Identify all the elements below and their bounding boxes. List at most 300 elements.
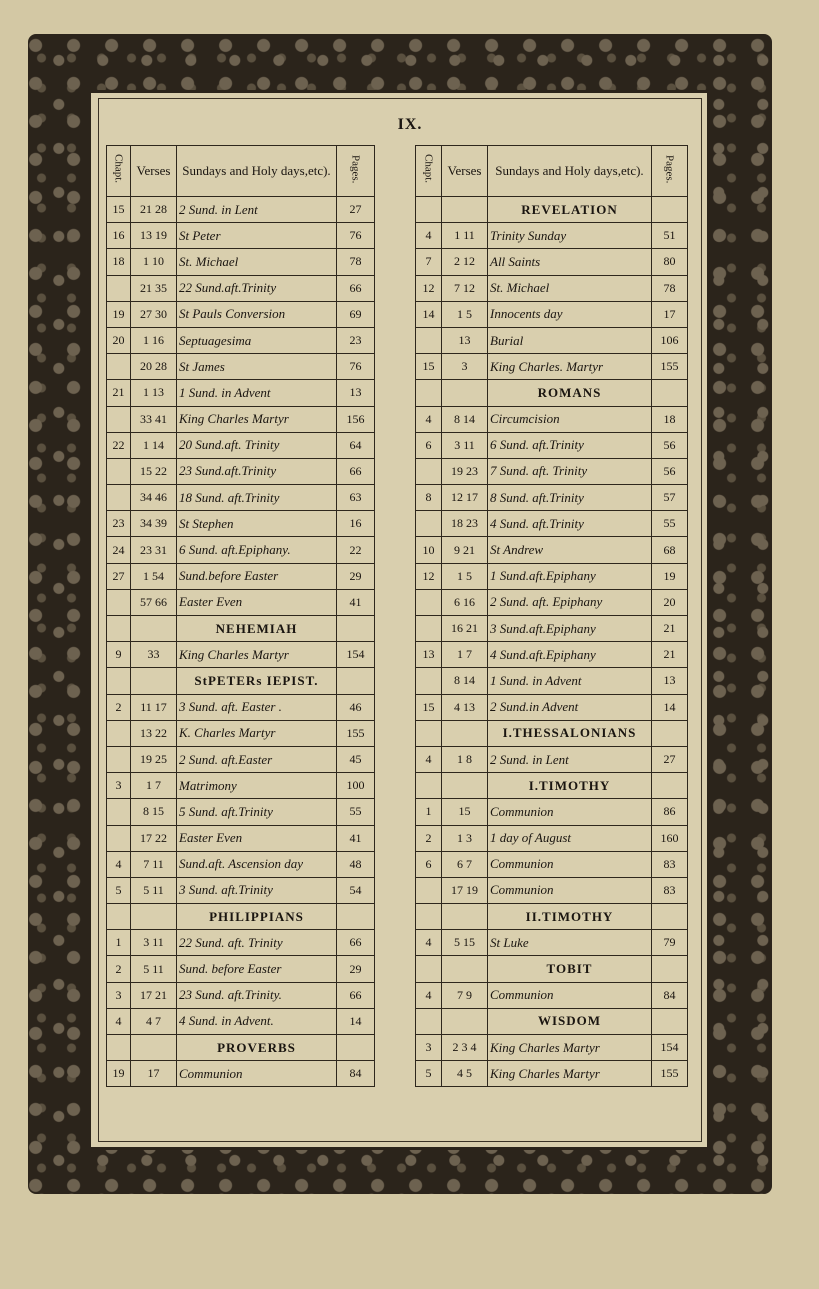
page-cell: 66 [337,982,375,1008]
day-cell: Innocents day [488,301,652,327]
page-cell: 20 [652,589,688,615]
chapter-cell: 2 [416,825,442,851]
page-cell: 57 [652,485,688,511]
page-cell: 54 [337,877,375,903]
page-cell: 22 [337,537,375,563]
verses-cell: 33 [131,642,177,668]
page-cell: 56 [652,458,688,484]
chapter-cell [107,720,131,746]
day-cell: King Charles Martyr [488,1061,652,1087]
empty-cell [652,380,688,406]
day-cell: Burial [488,327,652,353]
chapter-cell: 9 [107,642,131,668]
day-cell: 1 Sund. in Advent [488,668,652,694]
empty-cell [442,380,488,406]
table-row [107,694,375,720]
book-title: PHILIPPIANS [177,904,337,930]
table-row [416,432,688,458]
day-cell: 2 Sund. in Lent [488,746,652,772]
verses-cell: 57 66 [131,589,177,615]
empty-cell [416,380,442,406]
verses-cell: 1 54 [131,563,177,589]
table-row [416,511,688,537]
table-row [107,642,375,668]
chapter-cell: 19 [107,1061,131,1087]
empty-cell [107,616,131,642]
table-row [416,485,688,511]
chapter-cell: 22 [107,432,131,458]
table-row [107,982,375,1008]
empty-cell [652,904,688,930]
verses-cell: 34 39 [131,511,177,537]
chapter-cell: 4 [416,982,442,1008]
chapter-cell: 3 [107,982,131,1008]
table-row [107,537,375,563]
day-cell: Trinity Sunday [488,223,652,249]
empty-cell [442,720,488,746]
empty-cell [442,773,488,799]
chapter-cell: 7 [416,249,442,275]
day-cell: Circumcision [488,406,652,432]
verses-cell: 17 21 [131,982,177,1008]
book-heading-row [416,904,688,930]
page-cell: 14 [337,1008,375,1034]
verses-cell: 6 7 [442,851,488,877]
page-cell: 160 [652,825,688,851]
verses-cell: 1 5 [442,301,488,327]
day-cell: Communion [488,877,652,903]
verses-cell: 34 46 [131,485,177,511]
verses-cell: 3 11 [442,432,488,458]
header-pages: Pages. [652,146,688,197]
book-title: I.THESSALONIANS [488,720,652,746]
page-cell: 29 [337,956,375,982]
table-row [107,301,375,327]
day-cell: 4 Sund. aft.Trinity [488,511,652,537]
page-cell: 63 [337,485,375,511]
day-cell: 22 Sund.aft.Trinity [177,275,337,301]
verses-cell: 5 11 [131,877,177,903]
verses-cell: 13 22 [131,720,177,746]
verses-cell: 8 14 [442,406,488,432]
chapter-cell: 23 [107,511,131,537]
chapter-cell [416,668,442,694]
day-cell: 8 Sund. aft.Trinity [488,485,652,511]
table-row [416,354,688,380]
day-cell: K. Charles Martyr [177,720,337,746]
page-cell: 23 [337,327,375,353]
chapter-cell: 6 [416,432,442,458]
chapter-cell: 27 [107,563,131,589]
chapter-cell: 19 [107,301,131,327]
day-cell: 7 Sund. aft. Trinity [488,458,652,484]
book-title: StPETERs IEPIST. [177,668,337,694]
page-cell: 155 [652,1061,688,1087]
day-cell: King Charles Martyr [177,406,337,432]
verses-cell: 4 7 [131,1008,177,1034]
header-chapt: Chapt. [416,146,442,197]
day-cell: King Charles Martyr [177,642,337,668]
verses-cell: 1 7 [442,642,488,668]
page-cell: 13 [337,380,375,406]
chapter-cell: 1 [107,930,131,956]
verses-cell: 19 25 [131,746,177,772]
empty-cell [442,904,488,930]
chapter-cell [416,589,442,615]
header-sundays: Sundays and Holy days,etc). [177,146,337,197]
table-row [107,720,375,746]
chapter-cell [416,458,442,484]
book-heading-row [416,1008,688,1034]
table-row [107,511,375,537]
day-cell: 23 Sund. aft.Trinity. [177,982,337,1008]
chapter-cell: 16 [107,223,131,249]
book-title: WISDOM [488,1008,652,1034]
table-row [416,877,688,903]
table-row [107,773,375,799]
page-cell: 83 [652,877,688,903]
table-row [416,694,688,720]
table-row [107,406,375,432]
page-cell: 83 [652,851,688,877]
day-cell: 2 Sund. aft. Epiphany [488,589,652,615]
right-table [415,145,688,1087]
chapter-cell [107,275,131,301]
left-table [106,145,375,1087]
chapter-cell: 3 [416,1035,442,1061]
day-cell: St Peter [177,223,337,249]
table-row [416,589,688,615]
empty-cell [337,1035,375,1061]
table-row [107,380,375,406]
day-cell: 2 Sund. aft.Easter [177,746,337,772]
empty-cell [337,904,375,930]
verses-cell: 13 19 [131,223,177,249]
chapter-cell: 4 [416,406,442,432]
table-row [416,406,688,432]
day-cell: 23 Sund.aft.Trinity [177,458,337,484]
table-row [416,1061,688,1087]
day-cell: 22 Sund. aft. Trinity [177,930,337,956]
table-row [416,746,688,772]
empty-cell [416,904,442,930]
chapter-cell: 4 [416,223,442,249]
chapter-cell: 12 [416,275,442,301]
chapter-cell [107,354,131,380]
table-row [107,799,375,825]
table-row [416,851,688,877]
table-row [107,1008,375,1034]
day-cell: Communion [488,799,652,825]
chapter-cell [416,877,442,903]
day-cell: 1 Sund. in Advent [177,380,337,406]
empty-cell [337,616,375,642]
empty-cell [652,1008,688,1034]
day-cell: Matrimony [177,773,337,799]
chapter-cell: 13 [416,642,442,668]
verses-cell: 18 23 [442,511,488,537]
page-cell: 100 [337,773,375,799]
chapter-cell: 18 [107,249,131,275]
chapter-cell: 5 [107,877,131,903]
header-sundays: Sundays and Holy days,etc). [488,146,652,197]
table-row [416,642,688,668]
table-row [107,485,375,511]
chapter-cell: 14 [416,301,442,327]
page-cell: 106 [652,327,688,353]
day-cell: Sund.before Easter [177,563,337,589]
empty-cell [131,1035,177,1061]
verses-cell: 8 14 [442,668,488,694]
verses-cell: 6 16 [442,589,488,615]
page-cell: 68 [652,537,688,563]
page-number: IX. [397,116,423,133]
day-cell: St Pauls Conversion [177,301,337,327]
empty-cell [107,1035,131,1061]
day-cell: Communion [488,851,652,877]
day-cell: Sund.aft. Ascension day [177,851,337,877]
verses-cell: 17 22 [131,825,177,851]
chapter-cell: 4 [416,746,442,772]
empty-cell [416,1008,442,1034]
page-cell: 76 [337,223,375,249]
book-heading-row [416,956,688,982]
verses-cell: 33 41 [131,406,177,432]
page-cell: 76 [337,354,375,380]
book-title: I.TIMOTHY [488,773,652,799]
book-heading-row [416,720,688,746]
page-cell: 21 [652,616,688,642]
page-cell: 80 [652,249,688,275]
table-row [416,930,688,956]
page-cell: 66 [337,458,375,484]
page-cell: 78 [652,275,688,301]
chapter-cell [107,799,131,825]
day-cell: 2 Sund.in Advent [488,694,652,720]
verses-cell: 12 17 [442,485,488,511]
verses-cell: 1 16 [131,327,177,353]
chapter-cell: 1 [416,799,442,825]
table-row [416,825,688,851]
chapter-cell: 8 [416,485,442,511]
chapter-cell: 15 [416,354,442,380]
page-cell: 66 [337,275,375,301]
verses-cell: 21 28 [131,197,177,223]
empty-cell [416,773,442,799]
book-heading-row [107,904,375,930]
day-cell: Communion [177,1061,337,1087]
day-cell: St Stephen [177,511,337,537]
page-cell: 41 [337,589,375,615]
book-heading-row [416,380,688,406]
page-cell: 48 [337,851,375,877]
table-row [107,458,375,484]
table-row [107,589,375,615]
day-cell: Easter Even [177,589,337,615]
verses-cell: 1 10 [131,249,177,275]
verses-cell: 1 14 [131,432,177,458]
page-cell: 86 [652,799,688,825]
page-cell: 156 [337,406,375,432]
table-row [416,982,688,1008]
chapter-cell: 15 [416,694,442,720]
chapter-cell: 12 [416,563,442,589]
page-cell: 18 [652,406,688,432]
header-verses: Verses [442,146,488,197]
day-cell: Communion [488,982,652,1008]
empty-cell [131,616,177,642]
chapter-cell: 5 [416,1061,442,1087]
table-row [107,223,375,249]
table-row [416,799,688,825]
table-row [107,956,375,982]
book-heading-row [416,773,688,799]
page-cell: 84 [337,1061,375,1087]
page-cell: 154 [652,1035,688,1061]
book-heading-row [107,668,375,694]
page-cell: 79 [652,930,688,956]
day-cell: 3 Sund. aft.Trinity [177,877,337,903]
day-cell: St Andrew [488,537,652,563]
page-cell: 78 [337,249,375,275]
empty-cell [442,1008,488,1034]
empty-cell [131,904,177,930]
table-row [416,537,688,563]
verses-cell: 1 7 [131,773,177,799]
table-row [416,458,688,484]
day-cell: 20 Sund.aft. Trinity [177,432,337,458]
chapter-cell: 3 [107,773,131,799]
chapter-cell [107,485,131,511]
page-cell: 84 [652,982,688,1008]
page-cell: 19 [652,563,688,589]
day-cell: All Saints [488,249,652,275]
day-cell: 4 Sund. in Advent. [177,1008,337,1034]
page-cell: 29 [337,563,375,589]
day-cell: King Charles. Martyr [488,354,652,380]
page-cell: 46 [337,694,375,720]
verses-cell: 7 9 [442,982,488,1008]
chapter-cell [416,327,442,353]
verses-cell: 1 8 [442,746,488,772]
page-cell: 16 [337,511,375,537]
chapter-cell [107,406,131,432]
empty-cell [107,668,131,694]
verses-cell: 7 12 [442,275,488,301]
page-cell: 69 [337,301,375,327]
verses-cell: 21 35 [131,275,177,301]
day-cell: St. Michael [177,249,337,275]
book-title: NEHEMIAH [177,616,337,642]
verses-cell: 1 5 [442,563,488,589]
verses-cell: 27 30 [131,301,177,327]
table-row [107,354,375,380]
chapter-cell [416,511,442,537]
page-cell: 55 [652,511,688,537]
chapter-cell [107,589,131,615]
book-title: ROMANS [488,380,652,406]
chapter-cell: 10 [416,537,442,563]
page-cell: 56 [652,432,688,458]
day-cell: Easter Even [177,825,337,851]
book-title: PROVERBS [177,1035,337,1061]
page-cell: 17 [652,301,688,327]
table-row [416,301,688,327]
table-row [107,877,375,903]
verses-cell: 3 11 [131,930,177,956]
empty-cell [652,197,688,223]
verses-cell: 17 [131,1061,177,1087]
day-cell: St. Michael [488,275,652,301]
chapter-cell [107,458,131,484]
table-row [107,563,375,589]
page-cell: 154 [337,642,375,668]
table-row [416,563,688,589]
verses-cell: 2 3 4 [442,1035,488,1061]
page-cell: 14 [652,694,688,720]
chapter-cell: 4 [416,930,442,956]
table-row [107,930,375,956]
page-cell: 45 [337,746,375,772]
page-cell: 27 [337,197,375,223]
book-heading-row [416,197,688,223]
book-heading-row [107,1035,375,1061]
chapter-cell: 2 [107,956,131,982]
empty-cell [107,904,131,930]
page-cell: 155 [652,354,688,380]
verses-cell: 3 [442,354,488,380]
book-title: II.TIMOTHY [488,904,652,930]
verses-cell: 1 13 [131,380,177,406]
empty-cell [337,668,375,694]
day-cell: 1 Sund.aft.Epiphany [488,563,652,589]
page-cell: 51 [652,223,688,249]
table-row [416,249,688,275]
day-cell: 18 Sund. aft.Trinity [177,485,337,511]
table-row [107,275,375,301]
page-cell: 155 [337,720,375,746]
table-row [107,851,375,877]
verses-cell: 19 23 [442,458,488,484]
empty-cell [131,668,177,694]
day-cell: Sund. before Easter [177,956,337,982]
book-title: REVELATION [488,197,652,223]
chapter-cell: 4 [107,851,131,877]
verses-cell: 9 21 [442,537,488,563]
day-cell: St James [177,354,337,380]
verses-cell: 15 [442,799,488,825]
verses-cell: 8 15 [131,799,177,825]
chapter-cell [107,825,131,851]
table-row [107,197,375,223]
book-title: TOBIT [488,956,652,982]
table-row [107,249,375,275]
verses-cell: 4 5 [442,1061,488,1087]
header-verses: Verses [131,146,177,197]
table-row [107,825,375,851]
day-cell: St Luke [488,930,652,956]
page-cell: 21 [652,642,688,668]
table-row [416,668,688,694]
page-cell: 13 [652,668,688,694]
empty-cell [652,956,688,982]
page-cell: 27 [652,746,688,772]
chapter-cell: 24 [107,537,131,563]
table-row [107,327,375,353]
chapter-cell: 6 [416,851,442,877]
page-cell: 41 [337,825,375,851]
verses-cell: 23 31 [131,537,177,563]
